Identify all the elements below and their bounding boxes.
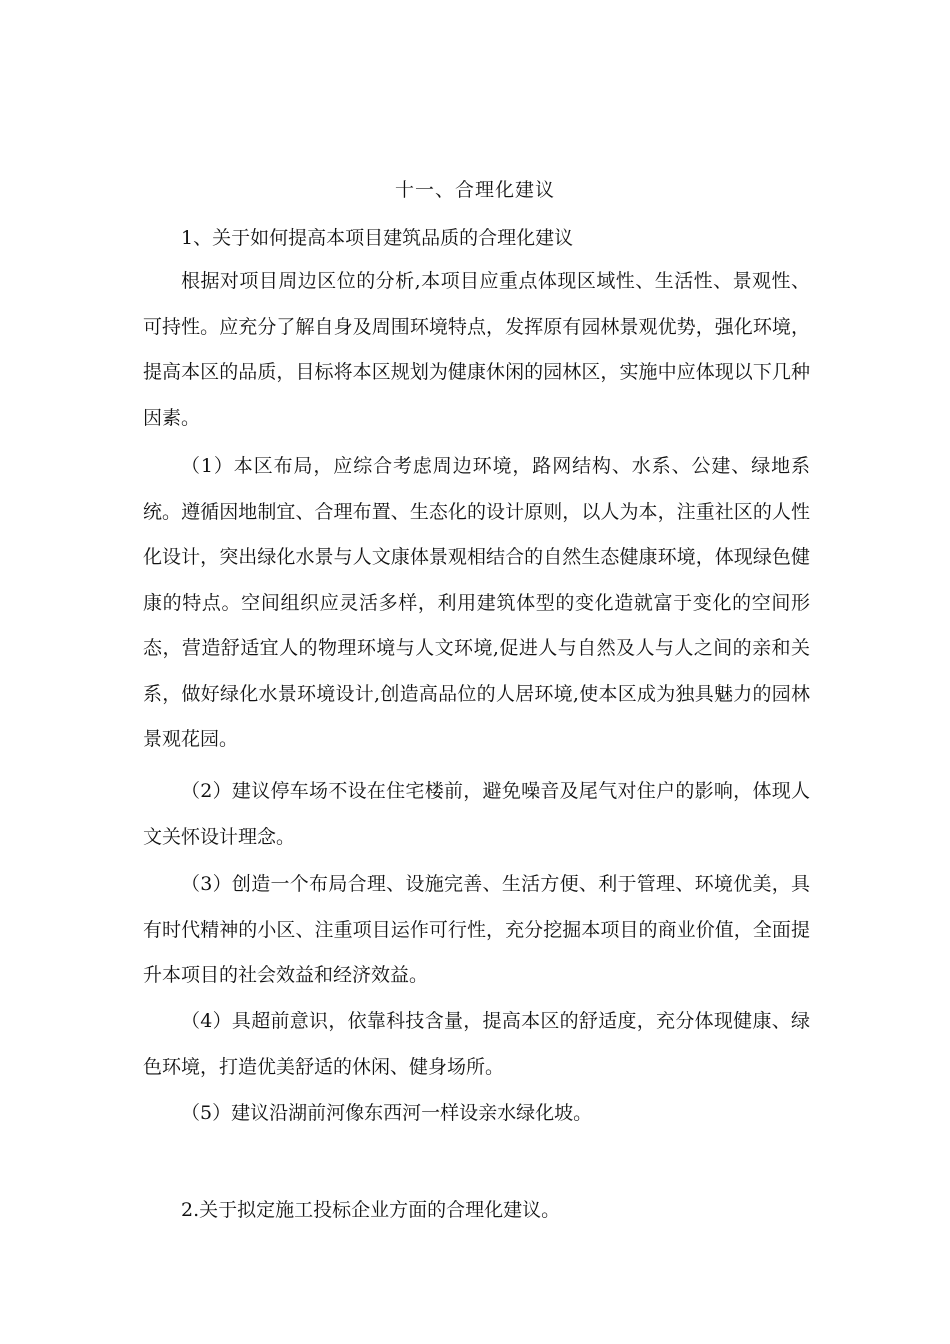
- section-1-heading: 1、关于如何提高本项目建筑品质的合理化建议: [181, 227, 574, 249]
- section-2-heading: 2.关于拟定施工投标企业方面的合理化建议。: [181, 1199, 561, 1221]
- page-title: 十一、合理化建议: [394, 179, 555, 201]
- intro-paragraph: 根据对项目周边区位的分析,本项目应重点体现区域性、生活性、景观性、可持性。应充分了解自身及周围环境特点，发挥原有园林景观优势，强化环境，提高本区的品质，目标将本区规划为健康休闲的园林区，实施中应体现以下几种因素。: [143, 270, 810, 429]
- item-3-paragraph: （3）创造一个布局合理、设施完善、生活方便、利于管理、环境优美，具有时代精神的小区、注重项目运作可行性，充分挖掘本项目的商业价值，全面提升本项目的社会效益和经济效益。: [143, 873, 810, 986]
- item-4-paragraph: （4）具超前意识，依靠科技含量，提高本区的舒适度，充分体现健康、绿色环境，打造优美舒适的休闲、健身场所。: [143, 1010, 810, 1078]
- item-1-paragraph: （1）本区布局，应综合考虑周边环境，路网结构、水系、公建、绿地系统。遵循因地制宜、合理布置、生态化的设计原则，以人为本，注重社区的人性化设计，突出绿化水景与人文康体景观相结合的自然生态健康环境，体现绿色健康的特点。空间组织应灵活多样，利用建筑体型的变化造就富于变化的空间形态，营造舒适宜人的物理环境与人文环境,促进人与自然及人与人之间的亲和关系，做好绿化水景环境设计,创造高品位的人居环境,使本区成为独具魅力的园林景观花园。: [143, 455, 810, 750]
- item-2-paragraph: （2）建议停车场不设在住宅楼前，避免噪音及尾气对住户的影响，体现人文关怀设计理念。: [143, 780, 810, 848]
- item-5-paragraph: （5）建议沿湖前河像东西河一样设亲水绿化坡。: [181, 1102, 593, 1124]
